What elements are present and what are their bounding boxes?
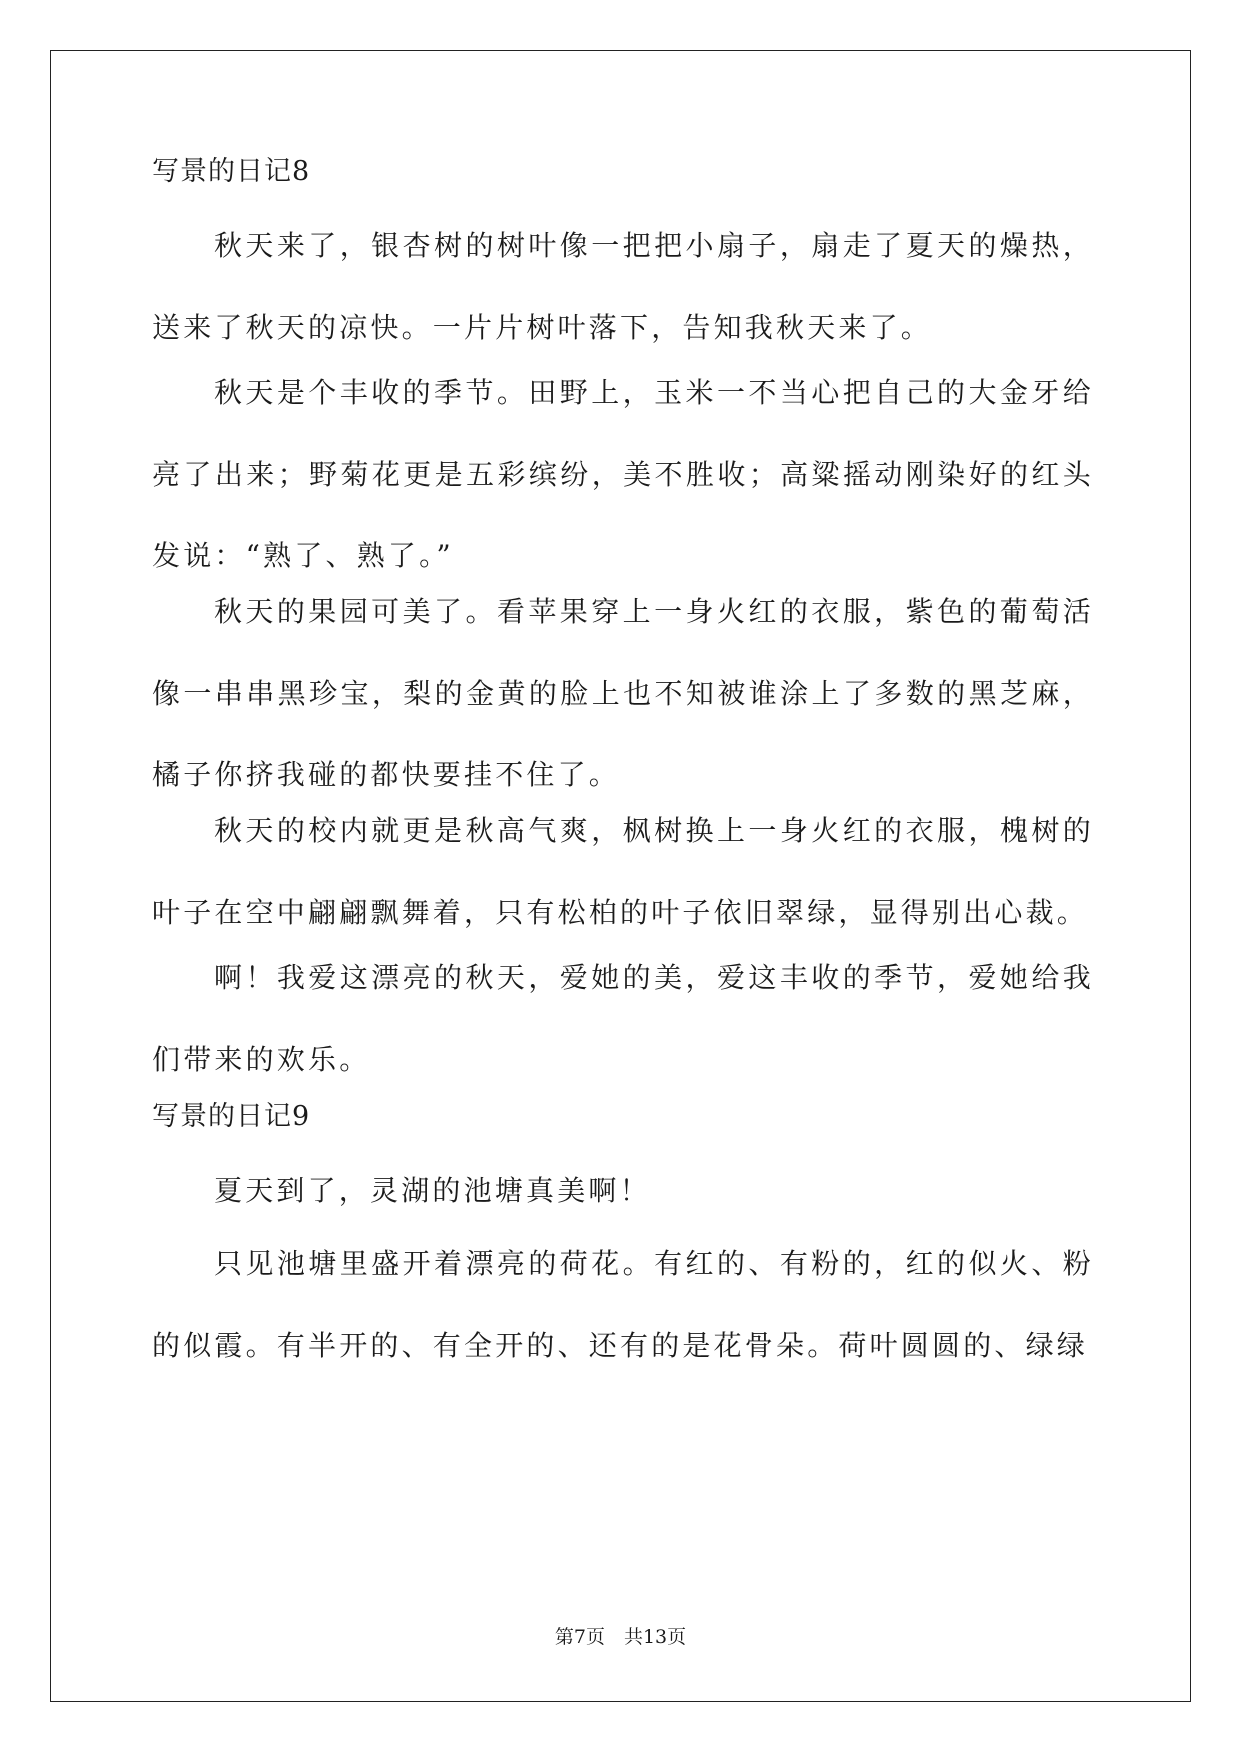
paragraph: 夏天到了，灵湖的池塘真美啊！: [214, 1174, 651, 1207]
section-heading: 写景的日记8: [152, 156, 311, 187]
paragraph: 秋天来了，银杏树的树叶像一把把小扇子，扇走了夏天的燥热，送来了秋天的凉快。一片片树叶落下，告知我秋天来了。: [152, 229, 1094, 344]
paragraph: 只见池塘里盛开着漂亮的荷花。有红的、有粉的，红的似火、粉的似霞。有半开的、有全开的、还有的是花骨朵。荷叶圆圆的、绿绿: [152, 1247, 1094, 1362]
paragraph: 秋天是个丰收的季节。田野上，玉米一不当心把自己的大金牙给亮了出来；野菊花更是五彩缤纷，美不胜收；高粱摇动刚染好的红头发说：“熟了、熟了。”: [152, 376, 1094, 572]
paragraph: 秋天的果园可美了。看苹果穿上一身火红的衣服，紫色的葡萄活像一串串黑珍宝，梨的金黄的脸上也不知被谁涂上了多数的黑芝麻，橘子你挤我碰的都快要挂不住了。: [152, 595, 1094, 791]
section-heading: 写景的日记9: [152, 1101, 311, 1132]
paragraph: 秋天的校内就更是秋高气爽，枫树换上一身火红的衣服，槐树的叶子在空中翩翩飘舞着，只有松柏的叶子依旧翠绿，显得别出心裁。: [152, 814, 1094, 929]
page-footer: 第7页 共13页: [554, 1626, 687, 1648]
paragraph: 啊！我爱这漂亮的秋天，爱她的美，爱这丰收的季节，爱她给我们带来的欢乐。: [152, 961, 1094, 1076]
